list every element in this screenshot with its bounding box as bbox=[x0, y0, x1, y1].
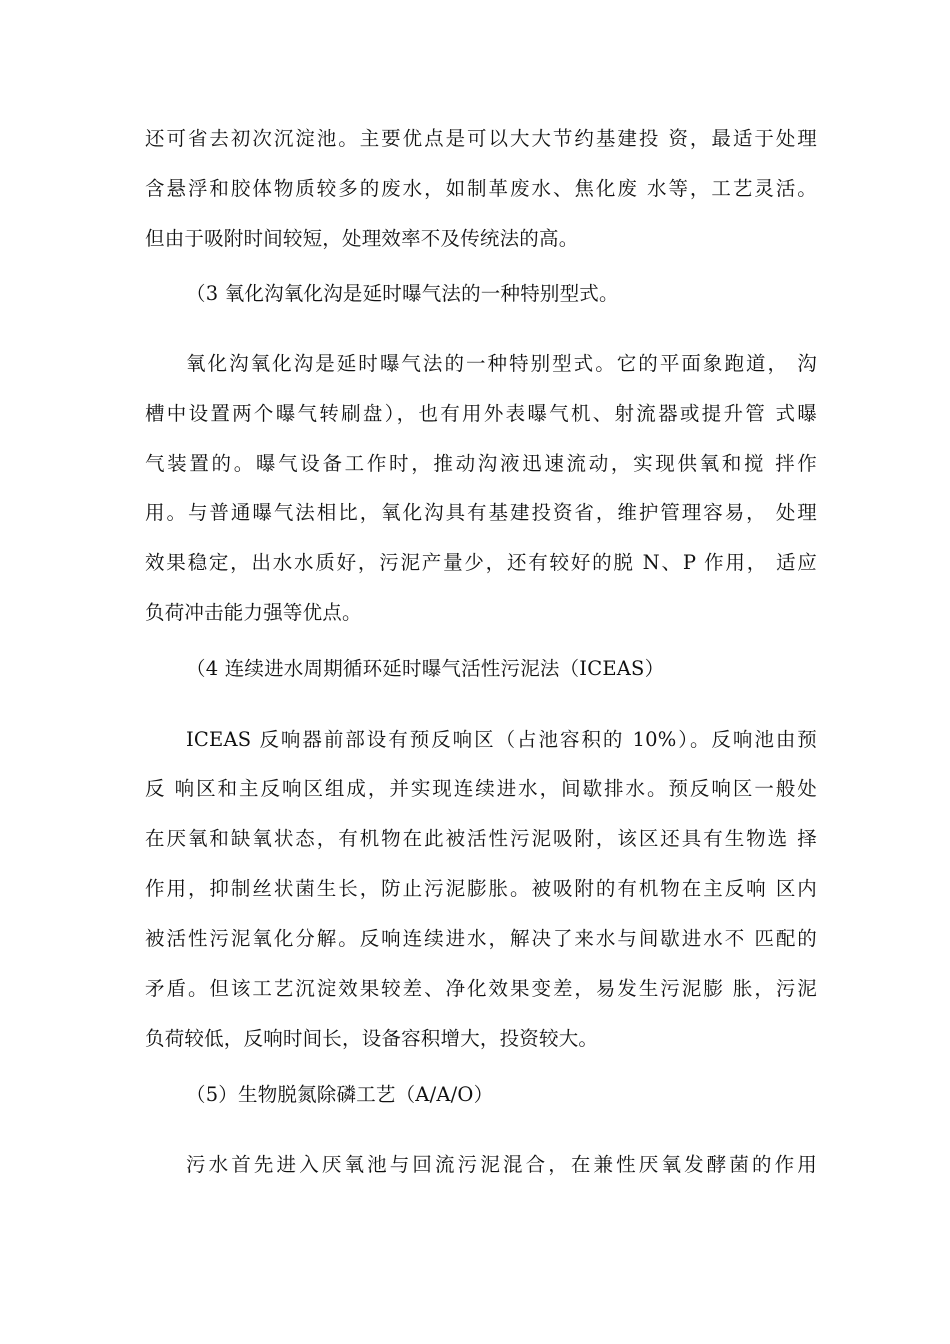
text-line: 负荷较低，反响时间长，设备容积增大，投资较大。 bbox=[145, 1027, 599, 1050]
text-line: 负荷冲击能力强等优点。 bbox=[145, 601, 362, 624]
text-line: 作用，抑制丝状菌生长，防止污泥膨胀。被吸附的有机物在主反响 区内 bbox=[145, 877, 817, 900]
text-line: 含悬浮和胶体物质较多的废水，如制革废水、焦化废 水等，工艺灵活。 bbox=[145, 177, 817, 200]
text-line: 反 响区和主反响区组成，并实现连续进水，间歇排水。预反响区一般处 bbox=[145, 777, 817, 800]
text-line: 矛盾。但该工艺沉淀效果较差、净化效果变差，易发生污泥膨 胀，污泥 bbox=[145, 977, 817, 1000]
text-line: 在厌氧和缺氧状态，有机物在此被活性污泥吸附，该区还具有生物选 择 bbox=[145, 827, 817, 850]
text-line: 被活性污泥氧化分解。反响连续进水，解决了来水与间歇进水不 匹配的 bbox=[145, 927, 817, 950]
text-line: 但由于吸附时间较短，处理效率不及传统法的高。 bbox=[145, 227, 579, 250]
text-line: 气装置的。曝气设备工作时，推动沟液迅速流动，实现供氧和搅 拌作 bbox=[145, 452, 817, 475]
text-line: 槽中设置两个曝气转刷盘），也有用外表曝气机、射流器或提升管 式曝 bbox=[145, 402, 817, 425]
text-line: ICEAS 反响器前部设有预反响区（占池容积的 10%）。反响池由预 bbox=[186, 728, 817, 751]
section-heading: （4 连续进水周期循环延时曝气活性污泥法（ICEAS） bbox=[186, 657, 665, 680]
text-line: 污水首先进入厌氧池与回流污泥混合，在兼性厌氧发酵菌的作用 bbox=[186, 1153, 817, 1176]
text-line: 氧化沟氧化沟是延时曝气法的一种特别型式。它的平面象跑道， 沟 bbox=[186, 352, 817, 375]
text-line: 效果稳定，出水水质好，污泥产量少，还有较好的脱 N、P 作用， 适应 bbox=[145, 551, 817, 574]
text-line: 还可省去初次沉淀池。主要优点是可以大大节约基建投 资，最适于处理 bbox=[145, 127, 817, 150]
section-heading: （5）生物脱氮除磷工艺（A/A/O） bbox=[186, 1083, 494, 1106]
text-line: 用。与普通曝气法相比，氧化沟具有基建投资省，维护管理容易， 处理 bbox=[145, 501, 817, 524]
section-heading: （3 氧化沟氧化沟是延时曝气法的一种特别型式。 bbox=[186, 282, 619, 305]
